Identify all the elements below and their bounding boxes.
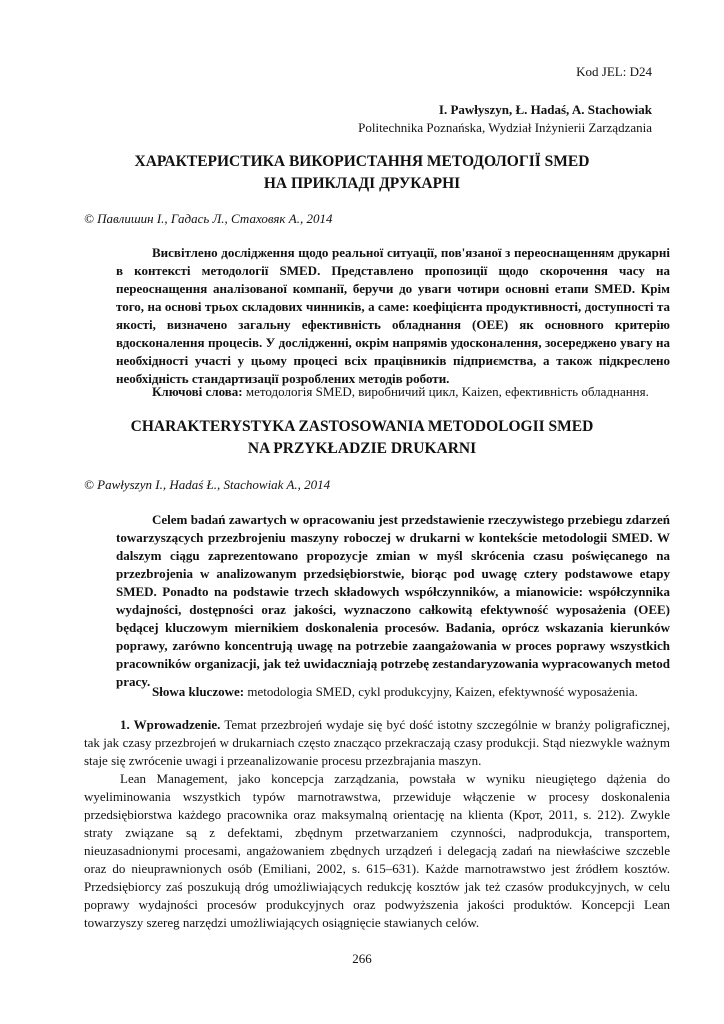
keywords-ukrainian-list: методологія SMED, виробничий цикл, Kaizen, ефективність обладнання. (245, 384, 649, 399)
keywords-polish-list: metodologia SMED, cykl produkcyjny, Kaizen, efektywność wyposażenia. (247, 684, 638, 699)
title-ukrainian-line1: ХАРАКТЕРИСТИКА ВИКОРИСТАННЯ МЕТОДОЛОГІЇ SMED (134, 153, 590, 170)
abstract-ukrainian: Висвітлено дослідження щодо реальної ситуації, пов'язаної з переоснащенням друкарні в контексті методології SMED. Представлено пропозиції щодо скорочення часу на переоснащення аналізованої компанії, беручи до уваги чотири основні етапи SMED. Крім того, на основі трьох складових чинників, а саме: коефіцієнта продуктивності, доступності та якості, визначено загальну ефективність обладнання (ОЕЕ) як основного критерію вдосконалення процесів. У дослідженні, окрім напрямів удосконалення, зосереджено увагу на необхідності участі у цьому процесі всіх працівників підприємства, а також підкреслено необхідність стандартизації розроблених методів роботи. (116, 245, 670, 386)
title-polish (70, 416, 654, 460)
authors: I. Pawłyszyn, Ł. Hadaś, A. Stachowiak (438, 102, 652, 117)
copyright-ukrainian: © Павлишин І., Гадась Л., Стаховяк А., 2014 (84, 211, 333, 226)
keywords-polish (116, 683, 670, 701)
keywords-ukrainian-label: Ключові слова: (152, 384, 243, 399)
title-polish-line1: CHARAKTERYSTYKA ZASTOSOWANIA METODOLOGII SMED (130, 418, 594, 435)
intro-paragraph-text: Temat przezbrojeń wydaje się być dość istotny szczególnie w branży poligraficznej, tak jak czasy przezbrojeń w drukarniach często znacząco przekraczają czasy produkcji. Stąd niezwykle ważnym staje się zwrócenie uwagi i przeanalizowanie procesu przezbrajania maszyn. (84, 717, 670, 768)
page-number: 266 (352, 951, 372, 966)
title-ukrainian-line2: НА ПРИКЛАДІ ДРУКАРНІ (263, 175, 461, 192)
keywords-ukrainian (116, 383, 670, 401)
intro-paragraph (84, 716, 670, 770)
jel-code: Kod JEL: D24 (576, 64, 652, 79)
intro-heading: 1. Wprowadzenie. (120, 717, 221, 732)
title-ukrainian (70, 151, 654, 195)
title-polish-line2: NA PRZYKŁADZIE DRUKARNI (247, 440, 477, 457)
affiliation: Politechnika Poznańska, Wydział Inżynierii Zarządzania (358, 120, 652, 135)
keywords-polish-label: Słowa kluczowe: (152, 684, 245, 699)
copyright-polish: © Pawłyszyn I., Hadaś Ł., Stachowiak A., 2014 (84, 477, 331, 492)
abstract-polish: Celem badań zawartych w opracowaniu jest przedstawienie rzeczywistego przebiegu zdarzeń towarzyszących przezbrojeniu maszyny roboczej w drukarni w kontekście metodologii SMED. W dalszym ciągu zaprezentowano propozycje zmian w myśl skrócenia czasu poświęcanego na przezbrojenia w analizowanym przedsiębiorstwie, biorąc pod uwagę cztery podstawowe etapy SMED. Ponadto na podstawie trzech składowych współczynników, a mianowicie: współczynnika wydajności, dostępności oraz jakości, wyznaczono całkowitą efektywność wyposażenia (OEE) będącej kluczowym miernikiem doskonalenia procesów. Badania, oprócz wskazania kierunków poprawy, zarówno koncentrują uwagę na potrzebie zaangażowania w proces poprawy wszystkich pracowników organizacji, jak też uwidaczniają potrzebę zestandaryzowania wypracowanych metod pracy. (116, 512, 670, 689)
body-text (84, 716, 670, 932)
lean-paragraph: Lean Management, jako koncepcja zarządzania, powstała w wyniku nieugiętego dążenia do wyeliminowania wszystkich typów marnotrawstwa, przewiduje włączenie w procesy doskonalenia przedsiębiorstwa każdego pracownika oraz maksymalną orientację na klienta (Крот, 2011, s. 212). Zwykle straty związane są z defektami, zbędnym przetwarzaniem czynności, nadprodukcja, transportem, nieuzasadnionymi procesami, angażowaniem zbędnych urządzeń i delegacją zadań na niewłaściwe szczeble oraz do nieuprawnionych osób (Emiliani, 2002, s. 615–631). Każde marnotrawstwo jest źródłem kosztów. Przedsiębiorcy zaś poszukują dróg umożliwiających redukcję kosztów jak też czasów produkcyjnych, w celu poprawy wydajności procesów produkcyjnych oraz podwyższenia jakości produktów. Koncepcji Lean towarzyszy szereg narzędzi umożliwiających osiągnięcie stawianych celów. (84, 771, 670, 930)
